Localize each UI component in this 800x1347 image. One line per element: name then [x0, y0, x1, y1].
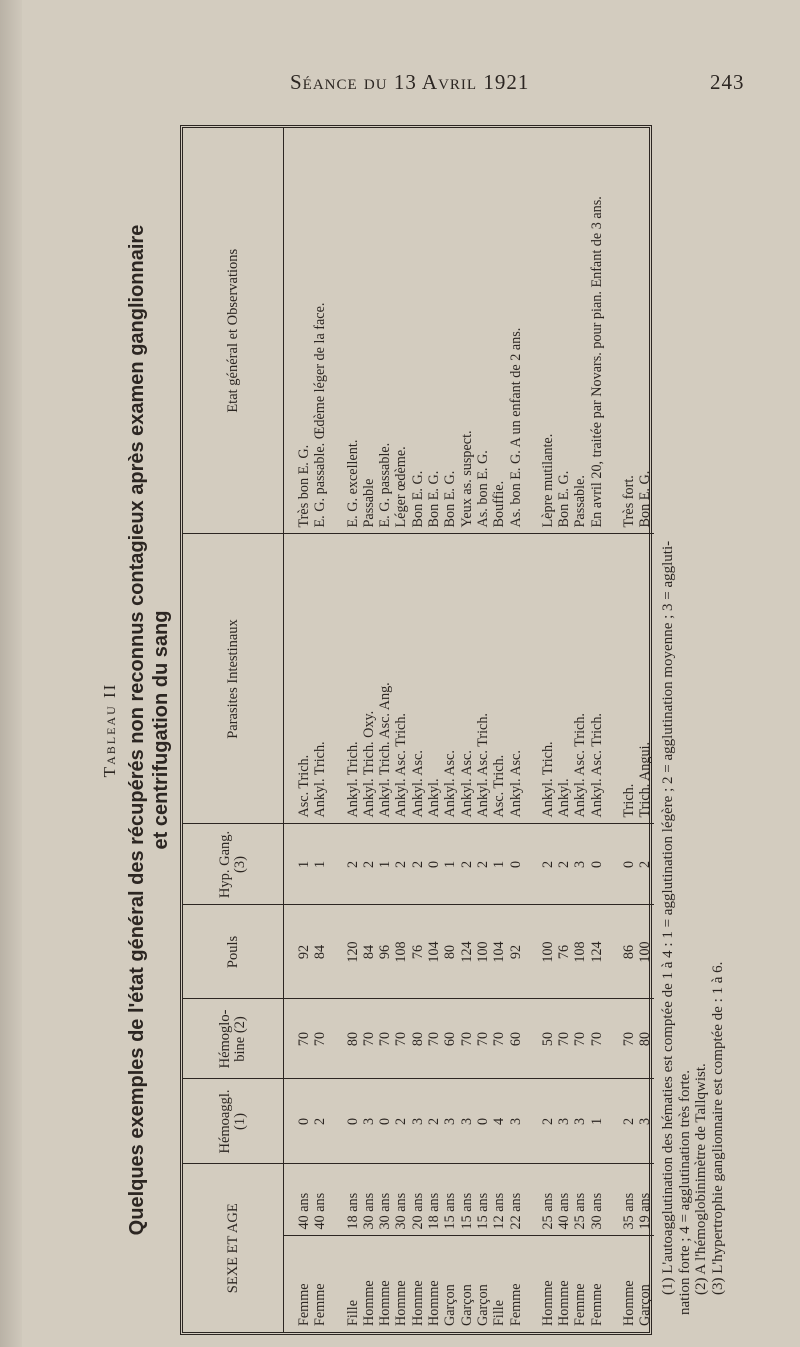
cell-parasites: Ankyl. Asc. Trich. [393, 534, 409, 824]
cell-pouls: 120 [345, 905, 361, 999]
table-row [475, 128, 491, 1332]
cell-pouls: 84 [312, 905, 328, 999]
cell-parasites: Ankyl. Asc. [508, 534, 524, 824]
cell-hemoaggl: 3 [361, 1079, 377, 1164]
cell-hemoaggl: 0 [345, 1079, 361, 1164]
cell-hyp-gang: 0 [508, 824, 524, 905]
table-row [442, 128, 458, 1332]
cell-hemoglobine: 70 [475, 999, 491, 1079]
cell-hyp-gang: 0 [426, 824, 442, 905]
table-row [393, 128, 409, 1332]
cell-observations: Bon E. G. [426, 128, 442, 534]
cell-hemoaggl: 0 [475, 1079, 491, 1164]
spacer-cell [605, 905, 621, 999]
cell-sex: Garçon [474, 1284, 491, 1326]
cell-observations: Passable. [572, 128, 588, 534]
cell-parasites: Ankyl. Trich. Asc. Ang. [377, 534, 393, 824]
cell-pouls: 108 [572, 905, 588, 999]
cell-observations: E. G. excellent. [345, 128, 361, 534]
cell-hyp-gang: 2 [459, 824, 475, 905]
cell-hemoaggl: 1 [589, 1079, 605, 1164]
cell-age: 30 ans [589, 1164, 605, 1236]
cell-sex: Femme [296, 1283, 312, 1326]
cell-hemoaggl: 3 [410, 1079, 426, 1164]
spacer-cell [605, 1079, 621, 1164]
cell-sex: Fille [491, 1299, 508, 1326]
table-row [540, 128, 556, 1332]
cell-observations: Léger œdème. [393, 128, 409, 534]
cell-observations: Très fort. [621, 128, 637, 534]
header-pouls: Pouls [183, 905, 284, 999]
spacer-cell [605, 128, 621, 534]
group-spacer [605, 128, 621, 1332]
cell-hemoglobine: 70 [621, 999, 637, 1079]
spacer-cell [524, 534, 540, 824]
cell-pouls: 124 [589, 905, 605, 999]
cell-hyp-gang: 1 [442, 824, 458, 905]
cell-observations: Très bon E. G. [284, 128, 313, 534]
data-table [183, 128, 654, 1332]
group-spacer [329, 128, 345, 1332]
table-row [459, 128, 475, 1332]
header-hemoglobine: Hémoglo-bine (2) [183, 999, 284, 1079]
cell-age: 40 ans [284, 1164, 313, 1236]
table-row [508, 128, 524, 1332]
cell-hyp-gang: 2 [393, 824, 409, 905]
cell-sex: Femme [312, 1283, 329, 1326]
footnote-1-line-2: nation forte ; 4 = agglutination très forte. [676, 1069, 693, 1315]
spacer-cell [524, 128, 540, 534]
table-title [125, 125, 173, 1335]
cell-hemoglobine: 70 [572, 999, 588, 1079]
cell-observations: Bon E. G. [410, 128, 426, 534]
table-row [572, 128, 588, 1332]
footnotes [660, 135, 726, 1315]
cell-hyp-gang: 2 [361, 824, 377, 905]
cell-observations: Bon E. G. [556, 128, 572, 534]
table-row [621, 128, 637, 1332]
cell-hyp-gang: 1 [312, 824, 328, 905]
cell-hemoaggl: 3 [508, 1079, 524, 1164]
cell-observations: En avril 20, traitée par Novars. pour pian. Enfant de 3 ans. [589, 128, 605, 534]
cell-hemoglobine: 70 [284, 999, 313, 1079]
spacer-cell [524, 1164, 540, 1236]
cell-pouls: 104 [491, 905, 507, 999]
cell-observations: Yeux as. suspect. [459, 128, 475, 534]
cell-hemoglobine: 70 [491, 999, 507, 1079]
cell-sex: Femme [507, 1283, 524, 1326]
cell-hemoglobine: 60 [442, 999, 458, 1079]
cell-hemoaggl: 2 [621, 1079, 637, 1164]
cell-pouls: 92 [508, 905, 524, 999]
cell-parasites: Trich. [621, 534, 637, 824]
cell-hemoaggl: 3 [556, 1079, 572, 1164]
spacer-cell [329, 999, 345, 1079]
cell-pouls: 84 [361, 905, 377, 999]
cell-sex: Garçon [442, 1284, 459, 1326]
table-row [377, 128, 393, 1332]
cell-age: 22 ans [508, 1164, 524, 1236]
spacer-cell [524, 1079, 540, 1164]
cell-sex: Femme [588, 1283, 605, 1326]
cell-hemoaggl: 3 [637, 1079, 653, 1164]
cell-hemoaggl: 0 [284, 1079, 313, 1164]
cell-parasites: Ankyl. Asc. Trich. [572, 534, 588, 824]
cell-parasites: Ankyl. Asc. [459, 534, 475, 824]
cell-sex: Fille [344, 1299, 361, 1326]
header-sex-age: SEXE ET AGE [183, 1164, 284, 1332]
cell-hemoaggl: 2 [540, 1079, 556, 1164]
cell-parasites: Ankyl. Trich. Oxy. [361, 534, 377, 824]
cell-pouls: 108 [393, 905, 409, 999]
header-hyp-gang: Hyp. Gang. (3) [183, 824, 284, 905]
footnote-1-line-1: (1) L'autoagglutination des hématies est comptée de 1 à 4 : 1 = agglutination légère ; 2 = agglutination moyenne ; 3 = aggluti- [660, 540, 676, 1295]
table-header-row [183, 128, 284, 1332]
cell-observations: As. bon E. G. [475, 128, 491, 534]
footnote-2: (2) A l'hémoglobinimètre de Tallqwist. [693, 1063, 709, 1295]
cell-hemoglobine: 70 [361, 999, 377, 1079]
cell-sex: Homme [621, 1280, 638, 1326]
cell-age: 25 ans [540, 1164, 556, 1236]
cell-hyp-gang: 0 [621, 824, 637, 905]
cell-age: 19 ans [637, 1164, 653, 1236]
cell-hemoaggl: 2 [393, 1079, 409, 1164]
cell-hemoglobine: 50 [540, 999, 556, 1079]
cell-parasites: Ankyl. Trich. [312, 534, 328, 824]
table-row [589, 128, 605, 1332]
spacer-cell [329, 1164, 345, 1236]
spacer-cell [329, 128, 345, 534]
cell-hyp-gang: 1 [284, 824, 313, 905]
table-row [426, 128, 442, 1332]
cell-sex: Homme [393, 1280, 410, 1326]
header-parasites: Parasites Intestinaux [183, 534, 284, 824]
cell-hyp-gang: 1 [377, 824, 393, 905]
spacer-cell [524, 824, 540, 905]
spacer-cell [605, 1164, 621, 1236]
cell-age: 40 ans [312, 1164, 328, 1236]
cell-hemoglobine: 70 [393, 999, 409, 1079]
spacer-cell [329, 1079, 345, 1164]
cell-parasites: Ankyl. Asc. [442, 534, 458, 824]
page-number: 243 [710, 70, 745, 94]
table-row [345, 128, 361, 1332]
cell-hyp-gang: 2 [556, 824, 572, 905]
cell-hyp-gang: 2 [410, 824, 426, 905]
cell-parasites: Ankyl. [426, 534, 442, 824]
spacer-cell [605, 824, 621, 905]
spacer-cell [329, 534, 345, 824]
cell-parasites: Ankyl. [556, 534, 572, 824]
cell-hemoaggl: 3 [459, 1079, 475, 1164]
spacer-cell [329, 824, 345, 905]
cell-hemoglobine: 80 [410, 999, 426, 1079]
cell-hemoglobine: 70 [556, 999, 572, 1079]
cell-sex: Femme [572, 1283, 589, 1326]
cell-hemoglobine: 70 [426, 999, 442, 1079]
spacer-cell [605, 999, 621, 1079]
cell-sex: Homme [360, 1280, 377, 1326]
cell-parasites: Trich. Angui. [637, 534, 653, 824]
running-head [290, 70, 770, 95]
cell-observations: E. G. passable. Œdème léger de la face. [312, 128, 328, 534]
cell-pouls: 92 [284, 905, 313, 999]
cell-hemoaggl: 0 [377, 1079, 393, 1164]
cell-hyp-gang: 2 [345, 824, 361, 905]
spacer-cell [605, 1236, 621, 1332]
table-row [491, 128, 507, 1332]
cell-sex: Garçon [458, 1284, 475, 1326]
cell-parasites: Ankyl. Asc. [410, 534, 426, 824]
cell-pouls: 124 [459, 905, 475, 999]
cell-parasites: Ankyl. Asc. Trich. [475, 534, 491, 824]
table-row [284, 128, 313, 1332]
cell-pouls: 76 [556, 905, 572, 999]
cell-parasites: Asc. Trich. [491, 534, 507, 824]
cell-observations: Bouffie. [491, 128, 507, 534]
cell-age: 30 ans [361, 1164, 377, 1236]
cell-age: 18 ans [345, 1164, 361, 1236]
header-etat-general: Etat général et Observations [183, 128, 284, 534]
spacer-cell [329, 905, 345, 999]
cell-age: 35 ans [621, 1164, 637, 1236]
cell-pouls: 104 [426, 905, 442, 999]
cell-sex: Homme [556, 1280, 573, 1326]
cell-observations: Passable [361, 128, 377, 534]
cell-pouls: 80 [442, 905, 458, 999]
cell-age: 30 ans [393, 1164, 409, 1236]
cell-hemoglobine: 70 [377, 999, 393, 1079]
cell-age: 15 ans [442, 1164, 458, 1236]
cell-age: 15 ans [475, 1164, 491, 1236]
cell-hemoaggl: 2 [426, 1079, 442, 1164]
running-head-title: Séance du 13 Avril 1921 [290, 70, 530, 94]
cell-age: 15 ans [459, 1164, 475, 1236]
cell-sex: Homme [539, 1280, 556, 1326]
table-label: Tableau II [100, 682, 119, 778]
cell-hemoglobine: 80 [637, 999, 653, 1079]
cell-hemoglobine: 80 [345, 999, 361, 1079]
spacer-cell [329, 1236, 345, 1332]
spacer-cell [524, 905, 540, 999]
cell-hemoaggl: 3 [572, 1079, 588, 1164]
cell-parasites: Ankyl. Trich. [345, 534, 361, 824]
data-table-frame [180, 125, 652, 1335]
cell-hemoaggl: 3 [442, 1079, 458, 1164]
cell-observations: E. G. passable. [377, 128, 393, 534]
cell-parasites: Asc. Trich. [284, 534, 313, 824]
cell-pouls: 100 [637, 905, 653, 999]
cell-observations: As. bon E. G. A un enfant de 2 ans. [508, 128, 524, 534]
spacer-cell [524, 999, 540, 1079]
page-edge-shadow [0, 0, 22, 1347]
cell-hemoaggl: 4 [491, 1079, 507, 1164]
cell-parasites: Ankyl. Asc. Trich. [589, 534, 605, 824]
cell-age: 40 ans [556, 1164, 572, 1236]
cell-pouls: 100 [475, 905, 491, 999]
cell-hyp-gang: 2 [637, 824, 653, 905]
table-row [361, 128, 377, 1332]
table-row [556, 128, 572, 1332]
cell-hemoglobine: 70 [312, 999, 328, 1079]
cell-observations: Bon E. G. [637, 128, 653, 534]
table-row [637, 128, 653, 1332]
cell-hemoaggl: 2 [312, 1079, 328, 1164]
cell-sex: Garçon [637, 1284, 654, 1326]
table-title-line-2: et centrifugation du sang [150, 610, 172, 850]
table-body [284, 128, 654, 1332]
cell-hyp-gang: 3 [572, 824, 588, 905]
cell-hyp-gang: 1 [491, 824, 507, 905]
header-hemoaggl: Hémoaggl. (1) [183, 1079, 284, 1164]
cell-observations: Bon E. G. [442, 128, 458, 534]
spacer-cell [605, 534, 621, 824]
cell-pouls: 76 [410, 905, 426, 999]
cell-sex: Homme [426, 1280, 443, 1326]
cell-age: 25 ans [572, 1164, 588, 1236]
table-row [410, 128, 426, 1332]
table-title-line-1: Quelques exemples de l'état général des récupérés non reconnus contagieux après examen ganglionnaire [126, 224, 148, 1236]
cell-observations: Lèpre mutilante. [540, 128, 556, 534]
cell-age: 20 ans [410, 1164, 426, 1236]
cell-hemoglobine: 70 [589, 999, 605, 1079]
spacer-cell [524, 1236, 540, 1332]
cell-sex: Homme [377, 1280, 394, 1326]
cell-hemoglobine: 60 [508, 999, 524, 1079]
rotated-table-block [100, 115, 725, 1345]
cell-sex: Homme [409, 1280, 426, 1326]
group-spacer [524, 128, 540, 1332]
table-row [312, 128, 328, 1332]
cell-age: 30 ans [377, 1164, 393, 1236]
cell-hyp-gang: 0 [589, 824, 605, 905]
cell-hemoglobine: 70 [459, 999, 475, 1079]
cell-parasites: Ankyl. Trich. [540, 534, 556, 824]
cell-pouls: 86 [621, 905, 637, 999]
cell-age: 18 ans [426, 1164, 442, 1236]
cell-hyp-gang: 2 [475, 824, 491, 905]
footnote-3: (3) L'hypertrophie ganglionnaire est comptée de : 1 à 6. [709, 961, 726, 1295]
cell-pouls: 96 [377, 905, 393, 999]
cell-age: 12 ans [491, 1164, 507, 1236]
cell-hyp-gang: 2 [540, 824, 556, 905]
cell-pouls: 100 [540, 905, 556, 999]
